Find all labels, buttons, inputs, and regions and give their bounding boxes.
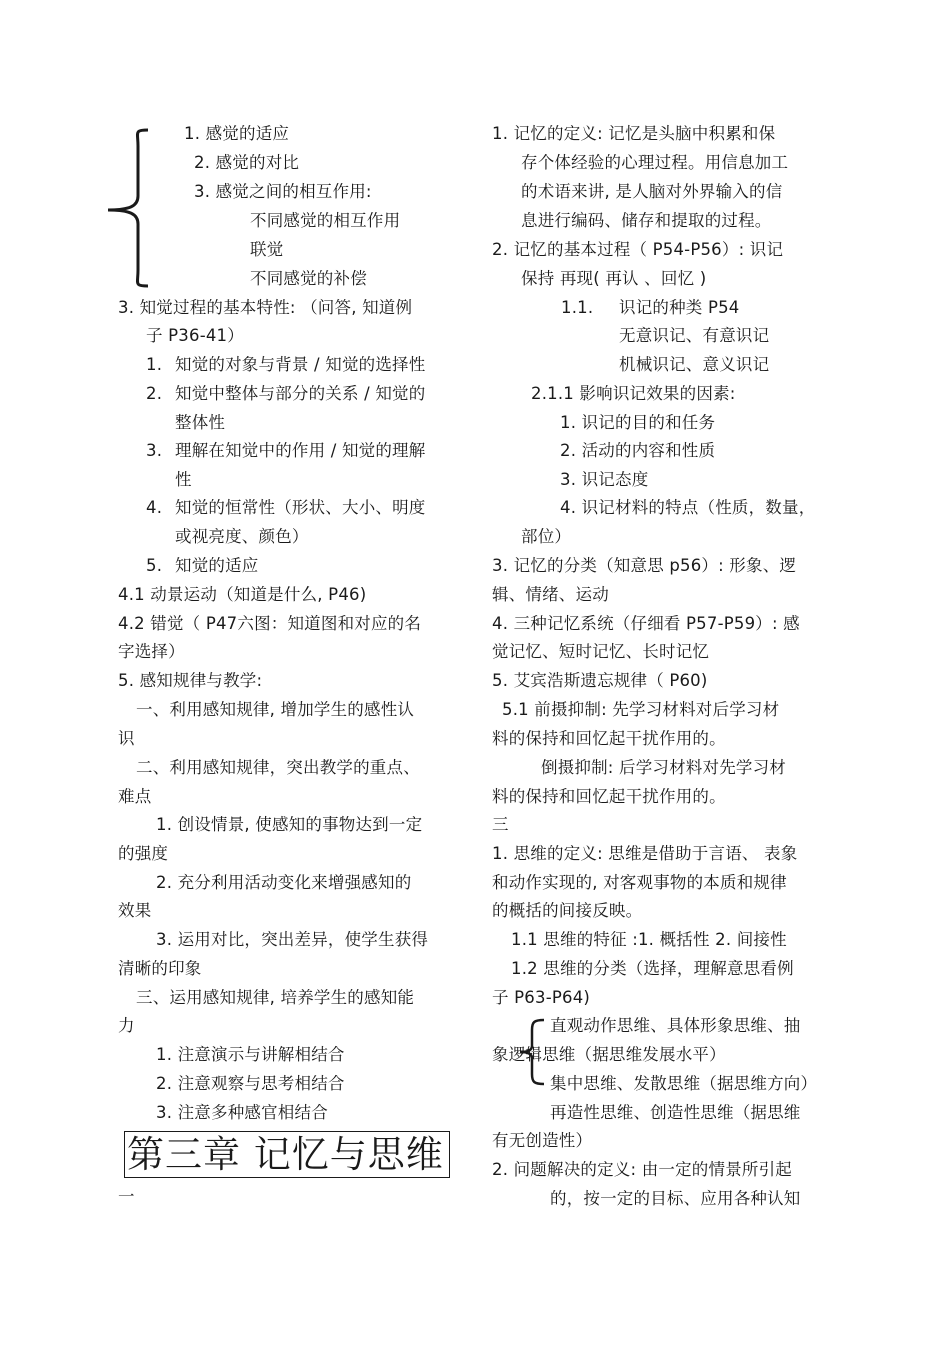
memory-line: 3. 记忆的分类（知意思 p56）: 形象、逻 [492,556,797,575]
perception-item-text: 性 [175,470,192,489]
memory-line: 4. 识记材料的特点（性质，数量， [560,498,816,517]
memory-line: 1.1. [561,298,594,317]
memory-line: 1. 记忆的定义: 记忆是头脑中积累和保 [492,124,776,143]
memory-line: 2. 记忆的基本过程（ P54-P56）: 识记 [492,240,784,259]
perception-item-text: 整体性 [175,413,226,432]
memory-line: 机械识记、意义识记 [619,355,770,374]
thinking-line: 和动作实现的, 对客观事物的本质和规律 [492,873,787,892]
thinking-line: 1.1 思维的特征 :1. 概括性 2. 间接性 [511,930,787,949]
section-marker: 三 [492,815,509,834]
sensation-item: 不同感觉的相互作用 [250,211,401,230]
memory-line: 2. 活动的内容和性质 [560,441,716,460]
thinking-line: 的概括的间接反映。 [492,901,643,920]
teaching-line: 1. 创设情景, 使感知的事物达到一定 [156,815,423,834]
memory-line: 5. 艾宾浩斯遗忘规律（ P60) [492,671,708,690]
perception-heading: 3. 知觉过程的基本特性: （问答, 知道例 [118,298,413,317]
teaching-line: 1. 注意演示与讲解相结合 [156,1045,345,1064]
memory-line: 2.1.1 影响识记效果的因素: [531,384,736,403]
illusion-line: 4.2 错觉（ P47六图：知道图和对应的名 [118,614,422,633]
memory-line: 辑、情绪、运动 [492,585,609,604]
memory-line: 部位） [521,527,572,546]
illusion-line: 字选择） [118,642,185,661]
teaching-line: 力 [118,1016,135,1035]
teaching-line: 三、运用感知规律, 培养学生的感知能 [136,988,415,1007]
motion-line: 4.1 动景运动（知道是什么, P46) [118,585,367,604]
memory-line: 倒摄抑制: 后学习材料对先学习材 [541,758,787,777]
sensation-item: 联觉 [250,240,284,259]
teaching-line: 效果 [118,901,152,920]
memory-line: 料的保持和回忆起干扰作用的。 [492,787,726,806]
perception-item-text: 知觉的对象与背景 / 知觉的选择性 [175,355,426,374]
memory-line: 保持 再现( 再认 、回忆 ) [521,269,707,288]
teaching-line: 难点 [118,787,152,806]
memory-line: 3. 识记态度 [560,470,649,489]
thinking-line: 2. 问题解决的定义: 由一定的情景所引起 [492,1160,792,1179]
perception-item-text: 或视亮度、颜色） [175,527,309,546]
memory-line: 无意识记、有意识记 [619,326,770,345]
sensation-item: 2. 感觉的对比 [194,153,300,172]
chapter-title: 第三章 记忆与思维 [127,1133,444,1176]
memory-line: 4. 三种记忆系统（仔细看 P57-P59）: 感 [492,614,800,633]
perception-item-text: 理解在知觉中的作用 / 知觉的理解 [175,441,426,460]
teaching-line: 3. 注意多种感官相结合 [156,1103,328,1122]
teaching-line: 3. 运用对比，突出差异，使学生获得 [156,930,429,949]
perception-item-text: 知觉中整体与部分的关系 / 知觉的 [175,384,426,403]
thinking-line: 再造性思维、创造性思维（据思维 [550,1103,801,1122]
teaching-line: 一、利用感知规律, 增加学生的感性认 [136,700,415,719]
thinking-line: 集中思维、发散思维（据思维方向） [550,1074,818,1093]
chapter-title-box [124,1131,450,1178]
teaching-line: 5. 感知规律与教学: [118,671,263,690]
memory-line: 料的保持和回忆起干扰作用的。 [492,729,726,748]
teaching-line: 二、利用感知规律，突出教学的重点、 [136,758,420,777]
sensation-item: 1. 感觉的适应 [184,124,290,143]
thinking-line: 1. 思维的定义: 思维是借助于言语、 表象 [492,844,798,863]
memory-line: 1. 识记的目的和任务 [560,413,716,432]
memory-line: 存个体经验的心理过程。用信息加工 [521,153,789,172]
thinking-line: 直观动作思维、具体形象思维、抽 [550,1016,801,1035]
memory-line: 识记的种类 P54 [619,298,740,317]
teaching-line: 2. 充分利用活动变化来增强感知的 [156,873,412,892]
perception-item-number: 4. [146,498,163,517]
thinking-line: 1.2 思维的分类（选择，理解意思看例 [511,959,794,978]
teaching-line: 识 [118,729,135,748]
left-curly-brace-icon [104,128,152,288]
teaching-line: 的强度 [118,844,169,863]
perception-heading: 子 P36-41） [146,326,244,345]
perception-item-number: 5. [146,556,163,575]
memory-line: 觉记忆、短时记忆、长时记忆 [492,642,710,661]
thinking-line: 有无创造性） [492,1131,593,1150]
memory-line: 5.1 前摄抑制: 先学习材料对后学习材 [502,700,780,719]
perception-item-text: 知觉的恒常性（形状、大小、明度 [175,498,426,517]
perception-item-number: 3. [146,441,163,460]
teaching-line: 2. 注意观察与思考相结合 [156,1074,345,1093]
thinking-line: 象逻辑思维（据思维发展水平） [492,1045,726,1064]
sensation-item: 不同感觉的补偿 [250,269,367,288]
memory-line: 的术语来讲, 是人脑对外界输入的信 [521,182,783,201]
perception-item-text: 知觉的适应 [175,556,259,575]
perception-item-number: 1. [146,355,163,374]
memory-line: 息进行编码、储存和提取的过程。 [521,211,772,230]
thinking-line: 的，按一定的目标、应用各种认知 [550,1189,801,1208]
thinking-line: 子 P63-P64) [492,988,591,1007]
perception-item-number: 2. [146,384,163,403]
section-marker: 一 [118,1187,135,1206]
sensation-item: 3. 感觉之间的相互作用: [194,182,372,201]
teaching-line: 清晰的印象 [118,959,202,978]
